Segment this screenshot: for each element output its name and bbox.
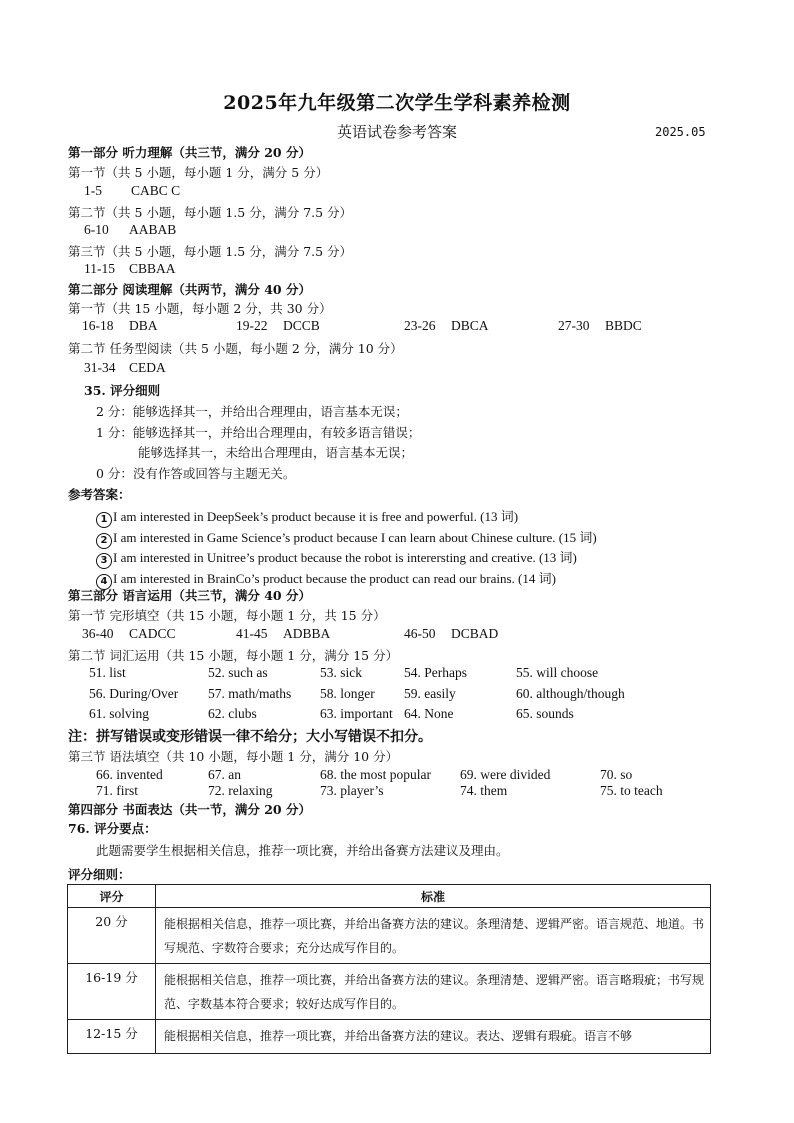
page-title: 2025年九年级第二次学生学科素养检测 <box>223 92 571 114</box>
vocab-answer: 64. None <box>404 706 454 721</box>
answer-range: 1-5 <box>84 183 102 198</box>
part4-heading: 第四部分 书面表达（共一节，满分 20 分） <box>68 802 311 817</box>
part3-section1-heading: 第一节 完形填空（共 15 小题，每小题 1 分，共 15 分） <box>68 608 386 623</box>
reference-heading: 参考答案： <box>68 487 131 502</box>
part1-section1-heading: 第一节（共 5 小题，每小题 1 分，满分 5 分） <box>68 165 329 180</box>
q35-heading: 35. 评分细则 <box>84 383 161 398</box>
reference-text: I am interested in DeepSeek’s product because it is free and powerful. (13 词) <box>113 509 519 524</box>
vocab-answer: 56. During/Over <box>89 686 179 701</box>
vocab-answer: 62. clubs <box>208 706 257 721</box>
vocab-answer: 65. sounds <box>516 706 574 721</box>
part3-heading: 第三部分 语言运用（共三节，满分 40 分） <box>68 588 311 603</box>
vocab-answer: 58. longer <box>320 686 375 701</box>
answer-key: DBA <box>129 318 158 333</box>
grammar-answer: 72. relaxing <box>208 783 273 798</box>
grammar-answer: 68. the most popular <box>320 767 431 782</box>
answer-range: 16-18 <box>82 318 114 333</box>
answer-key: CBBAA <box>129 261 176 276</box>
answer-key: DCBAD <box>451 626 499 641</box>
page-subtitle: 英语试卷参考答案 <box>336 123 457 141</box>
answer-range: 6-10 <box>84 222 109 237</box>
vocab-answer: 63. important <box>320 706 393 721</box>
answer-range: 36-40 <box>82 626 114 641</box>
part3-section3-heading: 第三节 语法填空（共 10 小题，每小题 1 分，满分 10 分） <box>68 749 399 764</box>
part2-section2-heading: 第二节 任务型阅读（共 5 小题，每小题 2 分，满分 10 分） <box>68 341 403 356</box>
part2-heading: 第二部分 阅读理解（共两节，满分 40 分） <box>68 282 311 297</box>
vocab-answer: 54. Perhaps <box>404 665 467 680</box>
standard-cell: 能根据相关信息，推荐一项比赛，并给出备赛方法的建议。条理清楚、逻辑严密。语言规范、地道。书写规范、字数符合要求；充分达成写作目的。 <box>156 908 711 964</box>
vocab-answer: 55. will choose <box>516 665 599 680</box>
column-header-standard: 标准 <box>156 885 711 908</box>
rubric-line: 1 分：能够选择其一，并给出合理理由，有较多语言错误； <box>96 425 421 440</box>
part1-heading: 第一部分 听力理解（共三节，满分 20 分） <box>68 145 311 160</box>
table-row <box>68 964 711 1020</box>
answer-range: 11-15 <box>84 261 115 276</box>
grammar-answer: 67. an <box>208 767 241 782</box>
grammar-answer: 75. to teach <box>600 783 663 798</box>
answer-range: 31-34 <box>84 360 116 375</box>
detail-heading: 评分细则： <box>68 867 131 882</box>
standard-cell: 能根据相关信息，推荐一项比赛，并给出备赛方法的建议。条理清楚、逻辑严密。语言略瑕疵；书写规范、字数基本符合要求；较好达成写作目的。 <box>156 964 711 1020</box>
part2-section1-heading: 第一节（共 15 小题，每小题 2 分，共 30 分） <box>68 301 332 316</box>
vocab-answer: 51. list <box>89 665 126 680</box>
part3-section2-heading: 第二节 词汇运用（共 15 小题，每小题 1 分，满分 15 分） <box>68 648 399 663</box>
answer-range: 23-26 <box>404 318 436 333</box>
score-cell: 12-15 分 <box>68 1020 156 1054</box>
answer-range: 46-50 <box>404 626 436 641</box>
reference-text: I am interested in BrainCo’s product because the product can read our brains. (14 词) <box>113 571 556 586</box>
answer-key: CEDA <box>129 360 166 375</box>
table-header-row <box>68 885 711 908</box>
standard-cell: 能根据相关信息，推荐一项比赛，并给出备赛方法的建议。表达、逻辑有瑕疵。语言不够 <box>156 1020 711 1054</box>
spelling-note: 注：拼写错误或变形错误一律不给分；大小写错误不扣分。 <box>68 729 432 745</box>
answer-key: CADCC <box>129 626 176 641</box>
vocab-answer: 53. sick <box>320 665 362 680</box>
vocab-answer: 57. math/maths <box>208 686 292 701</box>
grading-table <box>67 884 711 1054</box>
reference-text: I am interested in Unitree’s product because the robot is interersting and creative. (13 词) <box>113 550 577 565</box>
rubric-line: 2 分：能够选择其一，并给出合理理由，语言基本无误； <box>96 404 408 419</box>
answer-range: 41-45 <box>236 626 268 641</box>
number-badge: 1 <box>96 512 112 528</box>
reference-answer <box>96 527 597 549</box>
grammar-answer: 66. invented <box>96 767 163 782</box>
answer-key: ADBBA <box>283 626 331 641</box>
grammar-answer: 74. them <box>460 783 508 798</box>
column-header-score: 评分 <box>68 885 156 908</box>
grammar-answer: 73. player’s <box>320 783 384 798</box>
vocab-answer: 59. easily <box>404 686 456 701</box>
part1-section3-heading: 第三节（共 5 小题，每小题 1.5 分，满分 7.5 分） <box>68 244 353 259</box>
part1-section2-heading: 第二节（共 5 小题，每小题 1.5 分，满分 7.5 分） <box>68 205 353 220</box>
reference-answer <box>96 506 518 528</box>
q76-heading: 76. 评分要点： <box>68 821 157 836</box>
vocab-answer: 61. solving <box>89 706 150 721</box>
answer-key: DCCB <box>283 318 320 333</box>
vocab-answer: 52. such as <box>208 665 268 680</box>
answer-range: 27-30 <box>558 318 590 333</box>
grammar-answer: 70. so <box>600 767 633 782</box>
answer-key: BBDC <box>605 318 642 333</box>
rubric-line: 0 分：没有作答或回答与主题无关。 <box>96 466 296 481</box>
score-cell: 20 分 <box>68 908 156 964</box>
number-badge: 2 <box>96 533 112 549</box>
q76-description: 此题需要学生根据相关信息，推荐一项比赛，并给出备赛方法建议及理由。 <box>96 843 509 858</box>
exam-date: 2025.05 <box>655 125 706 139</box>
grammar-answer: 71. first <box>96 783 138 798</box>
table-row <box>68 908 711 964</box>
answer-key: AABAB <box>129 222 177 237</box>
answer-key: CABC C <box>131 183 181 198</box>
reference-answer <box>96 547 577 569</box>
score-cell: 16-19 分 <box>68 964 156 1020</box>
vocab-answer: 60. although/though <box>516 686 625 701</box>
table-row <box>68 1020 711 1054</box>
number-badge: 4 <box>96 574 112 590</box>
answer-key: DBCA <box>451 318 489 333</box>
answer-range: 19-22 <box>236 318 268 333</box>
rubric-line: 能够选择其一，未给出合理理由，语言基本无误； <box>138 445 414 460</box>
reference-text: I am interested in Game Science’s product because I can learn about Chinese culture. (15 词) <box>113 530 597 545</box>
number-badge: 3 <box>96 553 112 569</box>
grammar-answer: 69. were divided <box>460 767 551 782</box>
